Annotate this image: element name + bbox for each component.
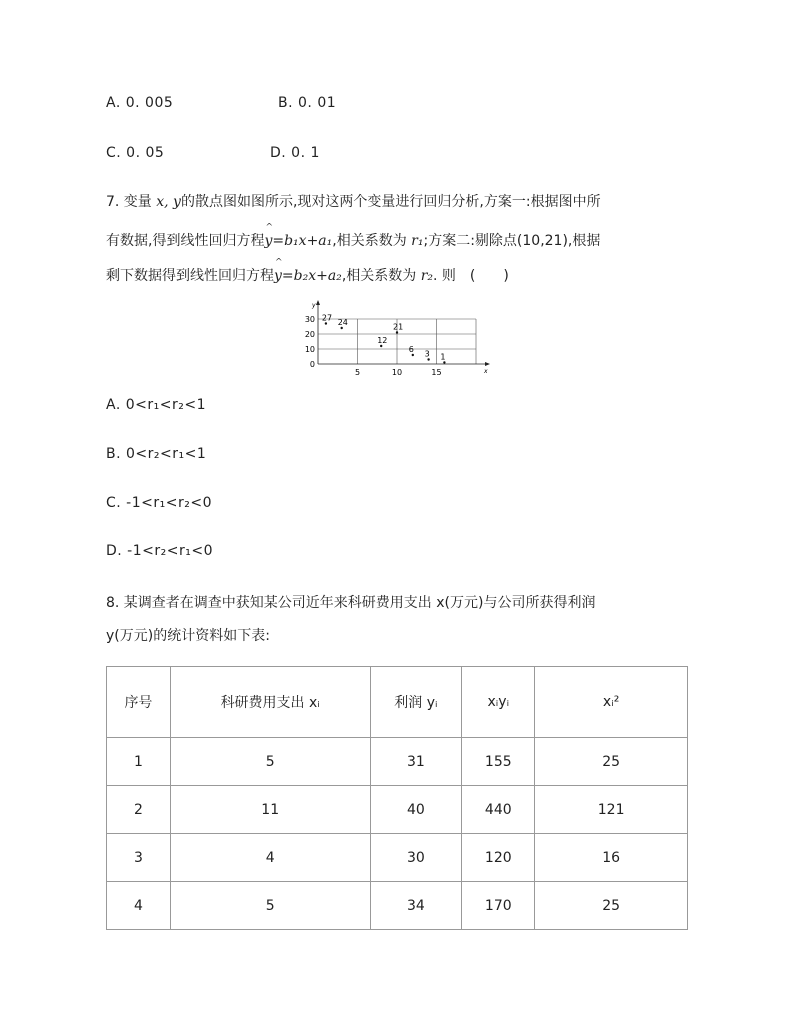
data-point (412, 354, 414, 356)
table-cell: 121 (535, 786, 688, 834)
q7-option-a: A. 0<r₁<r₂<1 (106, 397, 206, 413)
q7-line3-rest: . 则 ( ) (433, 268, 509, 284)
table-cell: 31 (370, 738, 462, 786)
header-rd-cost: 科研费用支出 xᵢ (170, 667, 370, 738)
q7-option-c: C. -1<r₁<r₂<0 (106, 495, 212, 511)
q7-eq1: ^ y=b₁x+a₁ (264, 231, 332, 251)
q7-r2: r₂ (420, 268, 434, 284)
q7-line3-prefix: 剩下数据得到线性回归方程 (106, 268, 274, 284)
table-cell: 440 (462, 786, 535, 834)
table-cell: 25 (535, 882, 688, 930)
q6-option-c: C. 0. 05 (106, 145, 165, 161)
data-point (325, 322, 327, 324)
table-cell: 5 (170, 738, 370, 786)
q7-vars: x, y (156, 194, 181, 210)
table-header-row (107, 667, 688, 738)
q6-option-d: D. 0. 1 (270, 145, 320, 161)
table-cell: 34 (370, 882, 462, 930)
q7-prefix: 7. 变量 (106, 194, 152, 210)
data-point (380, 345, 382, 347)
q8-line-1: 8. 某调查者在调查中获知某公司近年来科研费用支出 x(万元)与公司所获得利润 (106, 595, 596, 611)
q6-option-a: A. 0. 005 (106, 95, 174, 111)
data-point (396, 331, 398, 333)
table-row (107, 786, 688, 834)
header-xy: xᵢyᵢ (462, 667, 535, 738)
x-tick-label: 15 (431, 368, 442, 377)
data-point (341, 327, 343, 329)
x-axis-arrow (485, 362, 490, 366)
table-cell: 30 (370, 834, 462, 882)
x-tick-label: 10 (391, 368, 403, 377)
table-row (107, 882, 688, 930)
data-label: 27 (321, 313, 333, 323)
table-cell: 4 (170, 834, 370, 882)
q7-r1: r₁ (411, 233, 424, 249)
data-label: 3 (424, 349, 430, 359)
table-row (107, 834, 688, 882)
y-axis-label: y (312, 302, 316, 309)
q7-line1-rest: 的散点图如图所示,现对这两个变量进行回归分析,方案一:根据图中所 (180, 194, 601, 210)
data-point (427, 358, 429, 360)
y-tick-label: 10 (304, 345, 315, 354)
q7-line2-rest: ;方案二:剔除点(10,21),根据 (423, 233, 601, 249)
table-cell: 4 (107, 882, 171, 930)
header-x-squared: xᵢ² (535, 667, 688, 738)
q7-line2-prefix: 有数据,得到线性回归方程 (106, 233, 265, 249)
q8-line-2: y(万元)的统计资料如下表: (106, 628, 270, 644)
header-profit: 利润 yᵢ (370, 667, 462, 738)
table-cell: 25 (535, 738, 688, 786)
table-cell: 2 (107, 786, 171, 834)
y-tick-label: 20 (304, 330, 315, 339)
q7-eq2: ^ y=b₂x+a₂ (274, 266, 342, 286)
data-label: 6 (408, 345, 414, 354)
data-label: 1 (440, 352, 446, 362)
y-axis-arrow (316, 300, 320, 305)
table-cell: 170 (462, 882, 535, 930)
table-cell: 3 (107, 834, 171, 882)
header-index: 序号 (107, 667, 171, 738)
table-cell: 16 (535, 834, 688, 882)
data-point (443, 361, 445, 363)
x-tick-label: 5 (354, 368, 361, 377)
q7-line-1 (106, 192, 601, 212)
data-label: 12 (377, 336, 388, 345)
q7-line3-mid: ,相关系数为 (341, 268, 417, 284)
y-tick-label: 30 (304, 315, 315, 324)
q7-option-d: D. -1<r₂<r₁<0 (106, 543, 213, 559)
q7-line-2 (106, 231, 600, 251)
q6-option-b: B. 0. 01 (278, 95, 337, 111)
table-cell: 5 (170, 882, 370, 930)
stats-table (106, 666, 688, 930)
data-label: 24 (337, 318, 348, 327)
data-label: 21 (393, 322, 404, 332)
q7-option-b: B. 0<r₂<r₁<1 (106, 446, 207, 462)
table-cell: 1 (107, 738, 171, 786)
table-cell: 155 (462, 738, 535, 786)
table-row (107, 738, 688, 786)
x-axis-label: x (484, 368, 488, 375)
scatter-plot (300, 300, 495, 378)
table-cell: 11 (170, 786, 370, 834)
q7-line-3 (106, 266, 509, 286)
y-tick-label: 0 (309, 360, 315, 369)
q7-line2-mid: ,相关系数为 (332, 233, 407, 249)
table-cell: 40 (370, 786, 462, 834)
table-cell: 120 (462, 834, 535, 882)
